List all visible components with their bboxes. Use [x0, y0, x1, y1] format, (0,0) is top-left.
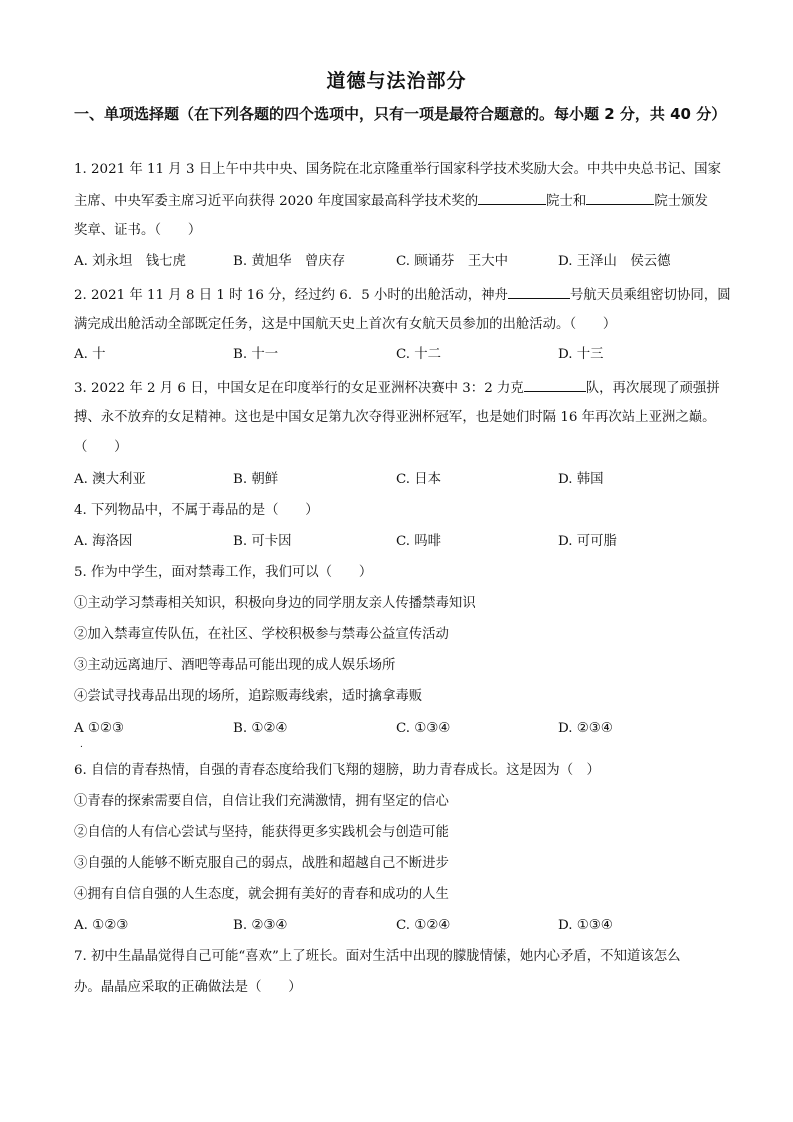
question-1-option-B: B. 黄旭华 曾庆存: [233, 254, 346, 269]
question-text: ③主动远离迪厅、酒吧等毒品可能出现的成人娱乐场所: [74, 658, 396, 673]
question-text: ②加入禁毒宣传队伍，在社区、学校积极参与禁毒公益宣传活动: [74, 627, 449, 642]
question-2-option-B: B. 十一: [233, 347, 279, 362]
section-heading: 一、单项选择题（在下列各题的四个选项中，只有一项是最符合题意的。每小题 2 分，共 40 分）: [74, 105, 727, 123]
question-text: 5. 作为中学生，面对禁毒工作，我们可以（ ）: [74, 565, 373, 580]
question-5-line: [74, 657, 734, 675]
question-text: （ ）: [74, 440, 128, 455]
question-4-option-C: C. 吗啡: [396, 534, 442, 549]
question-text: ④尝试寻找毒品出现的场所，追踪贩毒线索，适时擒拿毒贩: [74, 689, 423, 704]
question-5-option-B: B. ①②④: [233, 721, 288, 736]
question-text: ③自强的人能够不断克服自己的弱点，战胜和超越自己不断进步: [74, 856, 449, 871]
question-5-line: [74, 564, 734, 582]
question-2-option-A: A. 十: [74, 347, 106, 362]
question-text: ②自信的人有信心尝试与坚持，能获得更多实践机会与创造可能: [74, 825, 449, 840]
question-text: 院士颁发: [654, 194, 708, 209]
question-3-option-B: B. 朝鲜: [233, 472, 279, 487]
question-text: 满完成出舱活动全部既定任务，这是中国航天史上首次有女航天员参加的出舱活动。（ ）: [74, 317, 617, 332]
question-3-line: [74, 378, 734, 398]
question-3-option-C: C. 日本: [396, 472, 442, 487]
question-6-option-A: A. ①②③: [74, 918, 129, 933]
stray-mark: .: [80, 740, 83, 750]
question-1-option-A: A. 刘永坦 钱七虎: [74, 254, 186, 269]
question-5-option-A: A ①②③: [74, 721, 124, 736]
question-6-option-D: D. ①③④: [558, 918, 613, 933]
question-3-line: [74, 439, 734, 457]
question-text: 主席、中央军委主席习近平向获得 2020 年度国家最高科学技术奖的: [74, 194, 479, 209]
question-3-option-D: D. 韩国: [558, 472, 604, 487]
question-1-option-C: C. 顾诵芬 王大中: [396, 254, 509, 269]
question-6-line: [74, 762, 734, 780]
question-4-option-B: B. 可卡因: [233, 534, 292, 549]
answer-blank: [508, 285, 570, 299]
page-title: 道德与法治部分: [326, 70, 467, 92]
question-5-line: [74, 626, 734, 644]
question-text: ①主动学习禁毒相关知识，积极向身边的同学朋友亲人传播禁毒知识: [74, 596, 476, 611]
question-2-option-D: D. 十三: [558, 347, 604, 362]
question-1-option-D: D. 王泽山 侯云德: [558, 254, 671, 269]
question-5-line: [74, 595, 734, 613]
question-text: ①青春的探索需要自信，自信让我们充满激情，拥有坚定的信心: [74, 794, 449, 809]
question-text: 4. 下列物品中，不属于毒品的是（ ）: [74, 503, 319, 518]
question-1-line: [74, 161, 734, 179]
question-text: 奖章、证书。（ ）: [74, 223, 202, 238]
question-text: 3. 2022 年 2 月 6 日，中国女足在印度举行的女足亚洲杯决赛中 3：2 力克: [74, 381, 524, 396]
question-7-line: [74, 948, 734, 966]
question-3-option-A: A. 澳大利亚: [74, 472, 146, 487]
question-3-line: [74, 409, 734, 427]
question-2-line: [74, 316, 734, 334]
question-text: 办。晶晶应采取的正确做法是（ ）: [74, 980, 302, 995]
question-4-option-A: A. 海洛因: [74, 534, 133, 549]
question-1-line: [74, 222, 734, 240]
question-6-line: [74, 886, 734, 904]
question-4-line: [74, 502, 734, 520]
question-5-option-C: C. ①③④: [396, 721, 451, 736]
question-text: ④拥有自信自强的人生态度，就会拥有美好的青春和成功的人生: [74, 887, 449, 902]
question-6-line: [74, 793, 734, 811]
question-text: 2. 2021 年 11 月 8 日 1 时 16 分，经过约 6．5 小时的出舱活动，神舟: [74, 288, 508, 303]
question-text: 6. 自信的青春热情，自强的青春态度给我们飞翔的翅膀，助力青春成长。这是因为（ ）: [74, 763, 600, 778]
question-5-line: [74, 688, 734, 706]
answer-blank: [586, 191, 654, 205]
question-6-line: [74, 855, 734, 873]
question-7-line: [74, 979, 734, 997]
question-4-option-D: D. 可可脂: [558, 534, 617, 549]
question-text: 队，再次展现了顽强拼: [585, 381, 720, 396]
question-text: 号航天员乘组密切协同，圆: [569, 288, 731, 303]
question-5-option-D: D. ②③④: [558, 721, 613, 736]
question-text: 院士和: [546, 194, 587, 209]
question-2-line: [74, 285, 734, 305]
question-1-line: [74, 191, 734, 211]
answer-blank: [478, 191, 546, 205]
question-2-option-C: C. 十二: [396, 347, 442, 362]
question-text: 7. 初中生晶晶觉得自己可能“喜欢”上了班长。面对生活中出现的朦胧情愫，她内心矛盾，不知道该怎么: [74, 949, 681, 964]
question-6-line: [74, 824, 734, 842]
question-text: 搏、永不放弃的女足精神。这也是中国女足第九次夺得亚洲杯冠军，也是她们时隔 16 年再次站上亚洲之巅。: [74, 410, 716, 425]
question-6-option-C: C. ①②④: [396, 918, 451, 933]
question-text: 1. 2021 年 11 月 3 日上午中共中央、国务院在北京隆重举行国家科学技术奖励大会。中共中央总书记、国家: [74, 162, 721, 177]
answer-blank: [524, 378, 586, 392]
question-6-option-B: B. ②③④: [233, 918, 288, 933]
